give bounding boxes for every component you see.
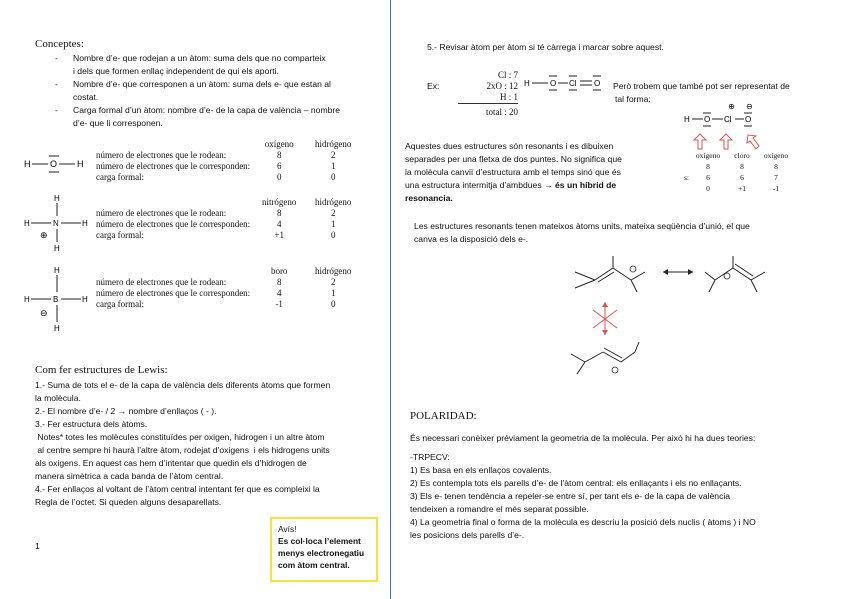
cell: 0 (330, 171, 336, 182)
atom-h: H (24, 219, 30, 228)
concept-item (55, 52, 375, 78)
cell: 1 (330, 218, 336, 229)
atom-cl: Cl (569, 79, 577, 88)
borohydride-molecule-diagram (22, 264, 92, 334)
cell: 1 (330, 160, 336, 171)
cell: +1 (274, 229, 284, 240)
lewis-title: Com fer estructures de Lewis: (35, 364, 168, 376)
cell: 4 (276, 287, 282, 298)
count-total: total : 20 (486, 107, 518, 117)
lewis-line: manera simètrica a cada banda de l’àtom central. (35, 471, 224, 481)
lewis-line: 2.- El nombre d’e- / 2 → nombre d’enllaços ( - ). (35, 406, 217, 416)
count-line: H : 1 (458, 92, 518, 104)
water-molecule-diagram (22, 150, 92, 180)
paragraph-line: canva es la disposició dels e-. (414, 234, 529, 244)
polarity-line: 2) Es contempla tots els parells d’e- de l’àtom central: els enllaçants i els no enllaçants. (410, 478, 742, 488)
concept-item (55, 78, 375, 104)
polarity-title: POLARIDAD: (410, 410, 477, 422)
electron-count (458, 70, 518, 118)
cell: 6 (706, 173, 710, 182)
cell: 2 (330, 207, 336, 218)
atom-n: N (53, 219, 59, 228)
negative-charge-icon: ⊖ (746, 102, 753, 111)
allyl-structure-2 (705, 256, 765, 292)
cell: 8 (276, 149, 282, 160)
row-label: número de electrones que le corresponden: (96, 160, 251, 171)
cell: 0 (276, 171, 282, 182)
polarity-line: 1) Es basa en els enllaços covalents. (410, 465, 552, 475)
polarity-line: És necessari conèixer préviament la geometria de la molècula. Per això hi ha dues teories: (410, 433, 756, 443)
cell: 8 (276, 207, 282, 218)
col-header: oxígeno (763, 151, 789, 160)
negative-charge-icon: ⊖ (40, 309, 48, 319)
allyl-resonance-diagram (565, 250, 780, 380)
concept-text-cont: costat. (73, 92, 99, 102)
atom-o: O (594, 79, 601, 88)
cell: 0 (330, 229, 336, 240)
cell: 6 (276, 160, 282, 171)
row-label: número de electrones que le rodean: (96, 207, 227, 218)
cell: 6 (740, 173, 744, 182)
row-label: número de electrones que le corresponden: (96, 287, 251, 298)
atom-h: H (24, 295, 30, 304)
arrow-head (602, 330, 608, 335)
polarity-line: -TRPECV: (410, 452, 450, 462)
lewis-line: Notes* totes les molècules constituïdes per oxigen, hidrogen i un altre àtom (35, 432, 325, 442)
row-label: número de electrones que le rodean: (96, 276, 227, 287)
row-label: s: (684, 173, 690, 182)
arrow-right-icon: → (544, 180, 553, 190)
cell: 4 (276, 218, 282, 229)
col-header: boro (270, 265, 288, 276)
atom-o: O (745, 115, 752, 124)
polarity-line: 4) La geometria final o forma de la molècula es descriu la posició dels nuclis ( àtoms ) i NO (410, 517, 756, 527)
lewis-steps (35, 379, 380, 509)
atom-h: H (54, 244, 60, 253)
row-label: carga formal: (96, 298, 145, 309)
row-label: carga formal: (96, 171, 145, 182)
atom-o: O (550, 79, 557, 88)
cell: 8 (706, 162, 710, 171)
cell: 1 (330, 287, 336, 298)
example-label: Ex: (427, 81, 440, 91)
warning-line: menys electronegatiu (278, 548, 365, 558)
warning-box (270, 517, 378, 582)
polarity-line: les posicions dels parells d’e-. (410, 530, 525, 540)
col-header: cloro (734, 151, 750, 160)
resonance-paragraph-2 (414, 220, 834, 246)
atom-h: H (524, 79, 530, 88)
row-label: número de electrones que le corresponden: (96, 218, 251, 229)
col-header: oxígeno (264, 138, 294, 149)
concepts-list (55, 52, 375, 130)
pero-line: tal forma: (615, 94, 651, 104)
atom-cl: Cl (724, 115, 732, 124)
cell: -1 (275, 298, 283, 309)
positive-charge-icon: ⊕ (728, 102, 735, 111)
col-header: oxígeno (695, 151, 721, 160)
table-nitrogen (94, 196, 360, 240)
col-header: hidrógeno (314, 196, 352, 207)
atom-h: H (82, 295, 88, 304)
concept-text: Nombre d’e- que corresponen a un àtom: suma dels e- que estan al (73, 79, 331, 89)
col-header: hidrógeno (314, 138, 352, 149)
atom-o: O (704, 115, 711, 124)
negative-charge-icon (630, 266, 636, 272)
hclo2-structure-1 (524, 72, 610, 94)
cell: 8 (774, 162, 778, 171)
cell: 2 (330, 276, 336, 287)
concept-text: Carga formal d’un àtom: nombre d’e- de la capa de valència – nombre (73, 105, 341, 115)
warning-line: com àtom central. (278, 560, 350, 570)
cell: 0 (330, 298, 336, 309)
concept-text-cont: i dels que formen enllaç independent de qui els aporti. (73, 66, 279, 76)
cell: 2 (330, 149, 336, 160)
positive-charge-icon: ⊕ (40, 231, 48, 241)
lewis-line: 3.- Fer estructura dels àtoms. (35, 419, 148, 429)
count-line: Cl : 7 (497, 70, 518, 80)
arrow-up-icon (720, 134, 732, 149)
atom-h: H (684, 115, 690, 124)
lewis-line: als oxigens. En aquest cas hem d’intentar que quedin els d’hidrogen de (35, 458, 307, 468)
atom-h: H (54, 324, 60, 333)
step-5: 5.- Revisar àtom per àtom si té càrrega i marcar sobre aquest. (427, 42, 664, 52)
lewis-line: 1.- Suma de tots el e- de la capa de valència dels diferents àtoms que formen (35, 380, 331, 390)
arrow-head (688, 269, 693, 275)
negative-charge-icon (612, 367, 618, 373)
cell: 8 (276, 276, 282, 287)
arrow-head (602, 302, 608, 307)
lewis-line: la molècula. (35, 393, 81, 403)
atom-h: H (54, 194, 60, 203)
polarity-text (410, 432, 840, 542)
concept-item (55, 104, 375, 130)
paragraph-line: Les estructures resonants tenen mateixos àtoms units, mateixa seqüència d’unió, el que (414, 221, 750, 231)
paragraph-line: una estructura intermitja d’ambdues (405, 180, 542, 190)
atom-h: H (24, 159, 31, 169)
col-header: hidrógeno (314, 265, 352, 276)
paragraph-line: la molècula canviï d’estructura amb el temps sinó que és (405, 167, 621, 177)
atom-h: H (77, 159, 84, 169)
paragraph-bold: resonancia. (405, 193, 453, 203)
cell: 8 (740, 162, 744, 171)
table-oxygen (94, 138, 360, 182)
row-label: número de electrones que le rodean: (96, 149, 227, 160)
polarity-line: 3) Els e- tenen tendència a repeler-se entre sí, per tant els e- de la capa de valència (410, 491, 731, 501)
atom-h: H (82, 219, 88, 228)
arrow-up-icon (747, 135, 759, 149)
allyl-structure-3 (571, 342, 639, 374)
charge-small-table (682, 150, 793, 194)
page-divider (390, 0, 391, 599)
cell: 7 (774, 173, 778, 182)
col-header: nitrógeno (261, 196, 297, 207)
polarity-line: tendeixen a romandre el més separat possible. (410, 504, 589, 514)
ammonium-molecule-diagram (22, 192, 92, 254)
arrow-up-icon (694, 134, 706, 149)
warning-title: Avís! (278, 524, 297, 534)
concept-text-cont: d’e- que li corresponen. (73, 118, 163, 128)
resonance-paragraph (405, 140, 675, 205)
table-boron (94, 265, 360, 309)
allyl-structure-1 (575, 256, 645, 292)
atom-b: B (53, 295, 59, 304)
page-number: 1 (35, 541, 40, 551)
paragraph-bold: és un híbrid de (555, 180, 617, 190)
paragraph-line: Aquestes dues estructures són resonants i es dibuixen (405, 141, 614, 151)
lewis-line: 4.- Fer enllaços al voltant de l’àtom central intentant fer que es compleixi la (35, 484, 320, 494)
row-label: carga formal: (96, 229, 145, 240)
cell: -1 (772, 184, 780, 193)
atom-h: H (54, 266, 60, 275)
red-arrows (690, 133, 775, 151)
arrow-head (663, 269, 668, 275)
negative-charge-icon (724, 273, 730, 279)
count-line: 2xO : 12 (486, 81, 518, 91)
paragraph-line: separades per una fletxa de dos puntes. No significa que (405, 154, 622, 164)
warning-line: Es col·loca l’element (278, 536, 361, 546)
concepts-title: Conceptes: (35, 38, 84, 50)
pero-line: Però trobem que també pot ser representat de (613, 81, 790, 91)
concept-text: Nombre d’e- que rodejan a un àtom: suma dels que no comparteix (73, 53, 326, 63)
atom-o: O (50, 159, 58, 169)
cell: 0 (706, 184, 710, 193)
lewis-line: al centre sempre hi haurà l’altre àtom, rodejat d’oxigens i els hidrogens units (35, 445, 330, 455)
lewis-line: Regla de l’octet. Si queden alguns desaparellats. (35, 497, 222, 507)
cell: +1 (738, 184, 746, 193)
